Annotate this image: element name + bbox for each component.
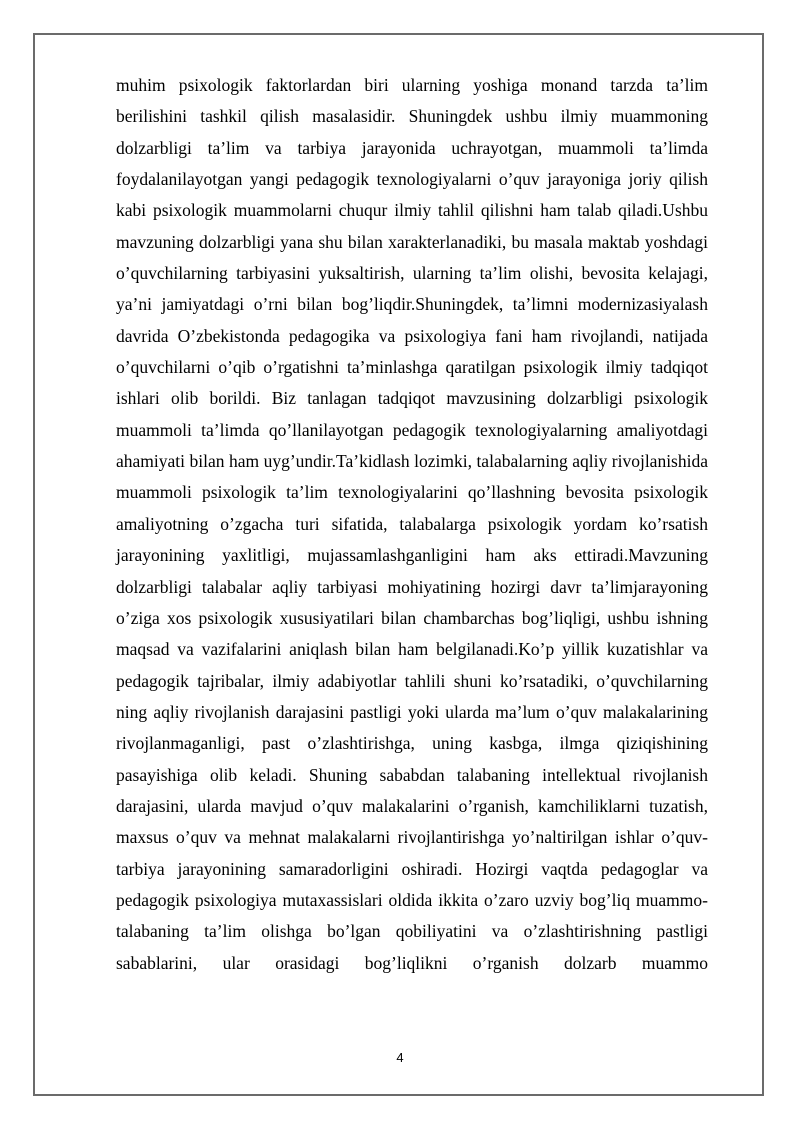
body-paragraph: muhim psixologik faktorlardan biri ularning yoshiga monand tarzda ta’lim berilishini tashkil qilish masalasidir. Shuningdek ushbu ilmiy muammoning dolzarbligi ta’lim va tarbiya jarayonida uchrayotgan, muammoli ta’limda foydalanilayotgan yangi pedagogik texnologiyalarni o’quv jarayoniga joriy qilish kabi psixologik muammolarni chuqur ilmiy tahlil qilishni ham talab qiladi.Ushbu mavzuning dolzarbligi yana shu bilan xarakterlanadiki, bu masala maktab yoshdagi o’quvchilarning tarbiyasini yuksaltirish, ularning ta’lim olishi, bevosita kelajagi, ya’ni jamiyatdagi o’rni bilan bog’liqdir.Shuningdek, ta’limni modernizasiyalash davrida O’zbekistonda pedagogika va psixologiya fani ham rivojlandi, natijada o’quvchilarni o’qib o’rgatishni ta’minlashga qaratilgan psixologik ilmiy tadqiqot ishlari olib borildi. Biz tanlagan tadqiqot mavzusining dolzarbligi psixologik muammoli ta’limda qo’llanilayotgan pedagogik texnologiyalarning amaliyotdagi ahamiyati bilan ham uyg’undir.Ta’kidlash lozimki, talabalarning aqliy rivojlanishida muammoli psixologik ta’lim texnologiyalarini qo’llashning bevosita psixologik amaliyotning o’zgacha turi sifatida, talabalarga psixologik yordam ko’rsatish jarayonining yaxlitligi, mujassamlashganligini ham aks ettiradi.Mavzuning dolzarbligi talabalar aqliy tarbiyasi mohiyatining hozirgi davr ta’limjarayoning o’ziga xos psixologik xususiyatilari bilan chambarchas bog’liqligi, ushbu ishning maqsad va vazifalarini aniqlash bilan ham belgilanadi.Ko’p yillik kuzatishlar va pedagogik tajribalar, ilmiy adabiyotlar tahlili shuni ko’rsatadiki, o’quvchilarning ning aqliy rivojlanish darajasini pastligi yoki ularda ma’lum o’quv malakalarining rivojlanmaganligi, past o’zlashtirishga, uning kasbga, ilmga qiziqishining pasayishiga olib keladi. Shuning sababdan talabaning intellektual rivojlanish darajasini, ularda mavjud o’quv malakalarini o’rganish, kamchiliklarni tuzatish, maxsus o’quv va mehnat malakalarni rivojlantirishga yo’naltirilgan ishlar o’quv-tarbiya jarayonining samaradorligini oshiradi. Hozirgi vaqtda pedagoglar va pedagogik psixologiya mutaxassislari oldida ikkita o’zaro uzviy bog’liq muammo-talabaning ta’lim olishga bo’lgan qobiliyatini va o’zlashtirishning pastligi sabablarini, ular orasidagi bog’liqlikni o’rganish dolzarb muammo	[116, 75, 708, 973]
page-number: 4	[396, 1050, 404, 1065]
